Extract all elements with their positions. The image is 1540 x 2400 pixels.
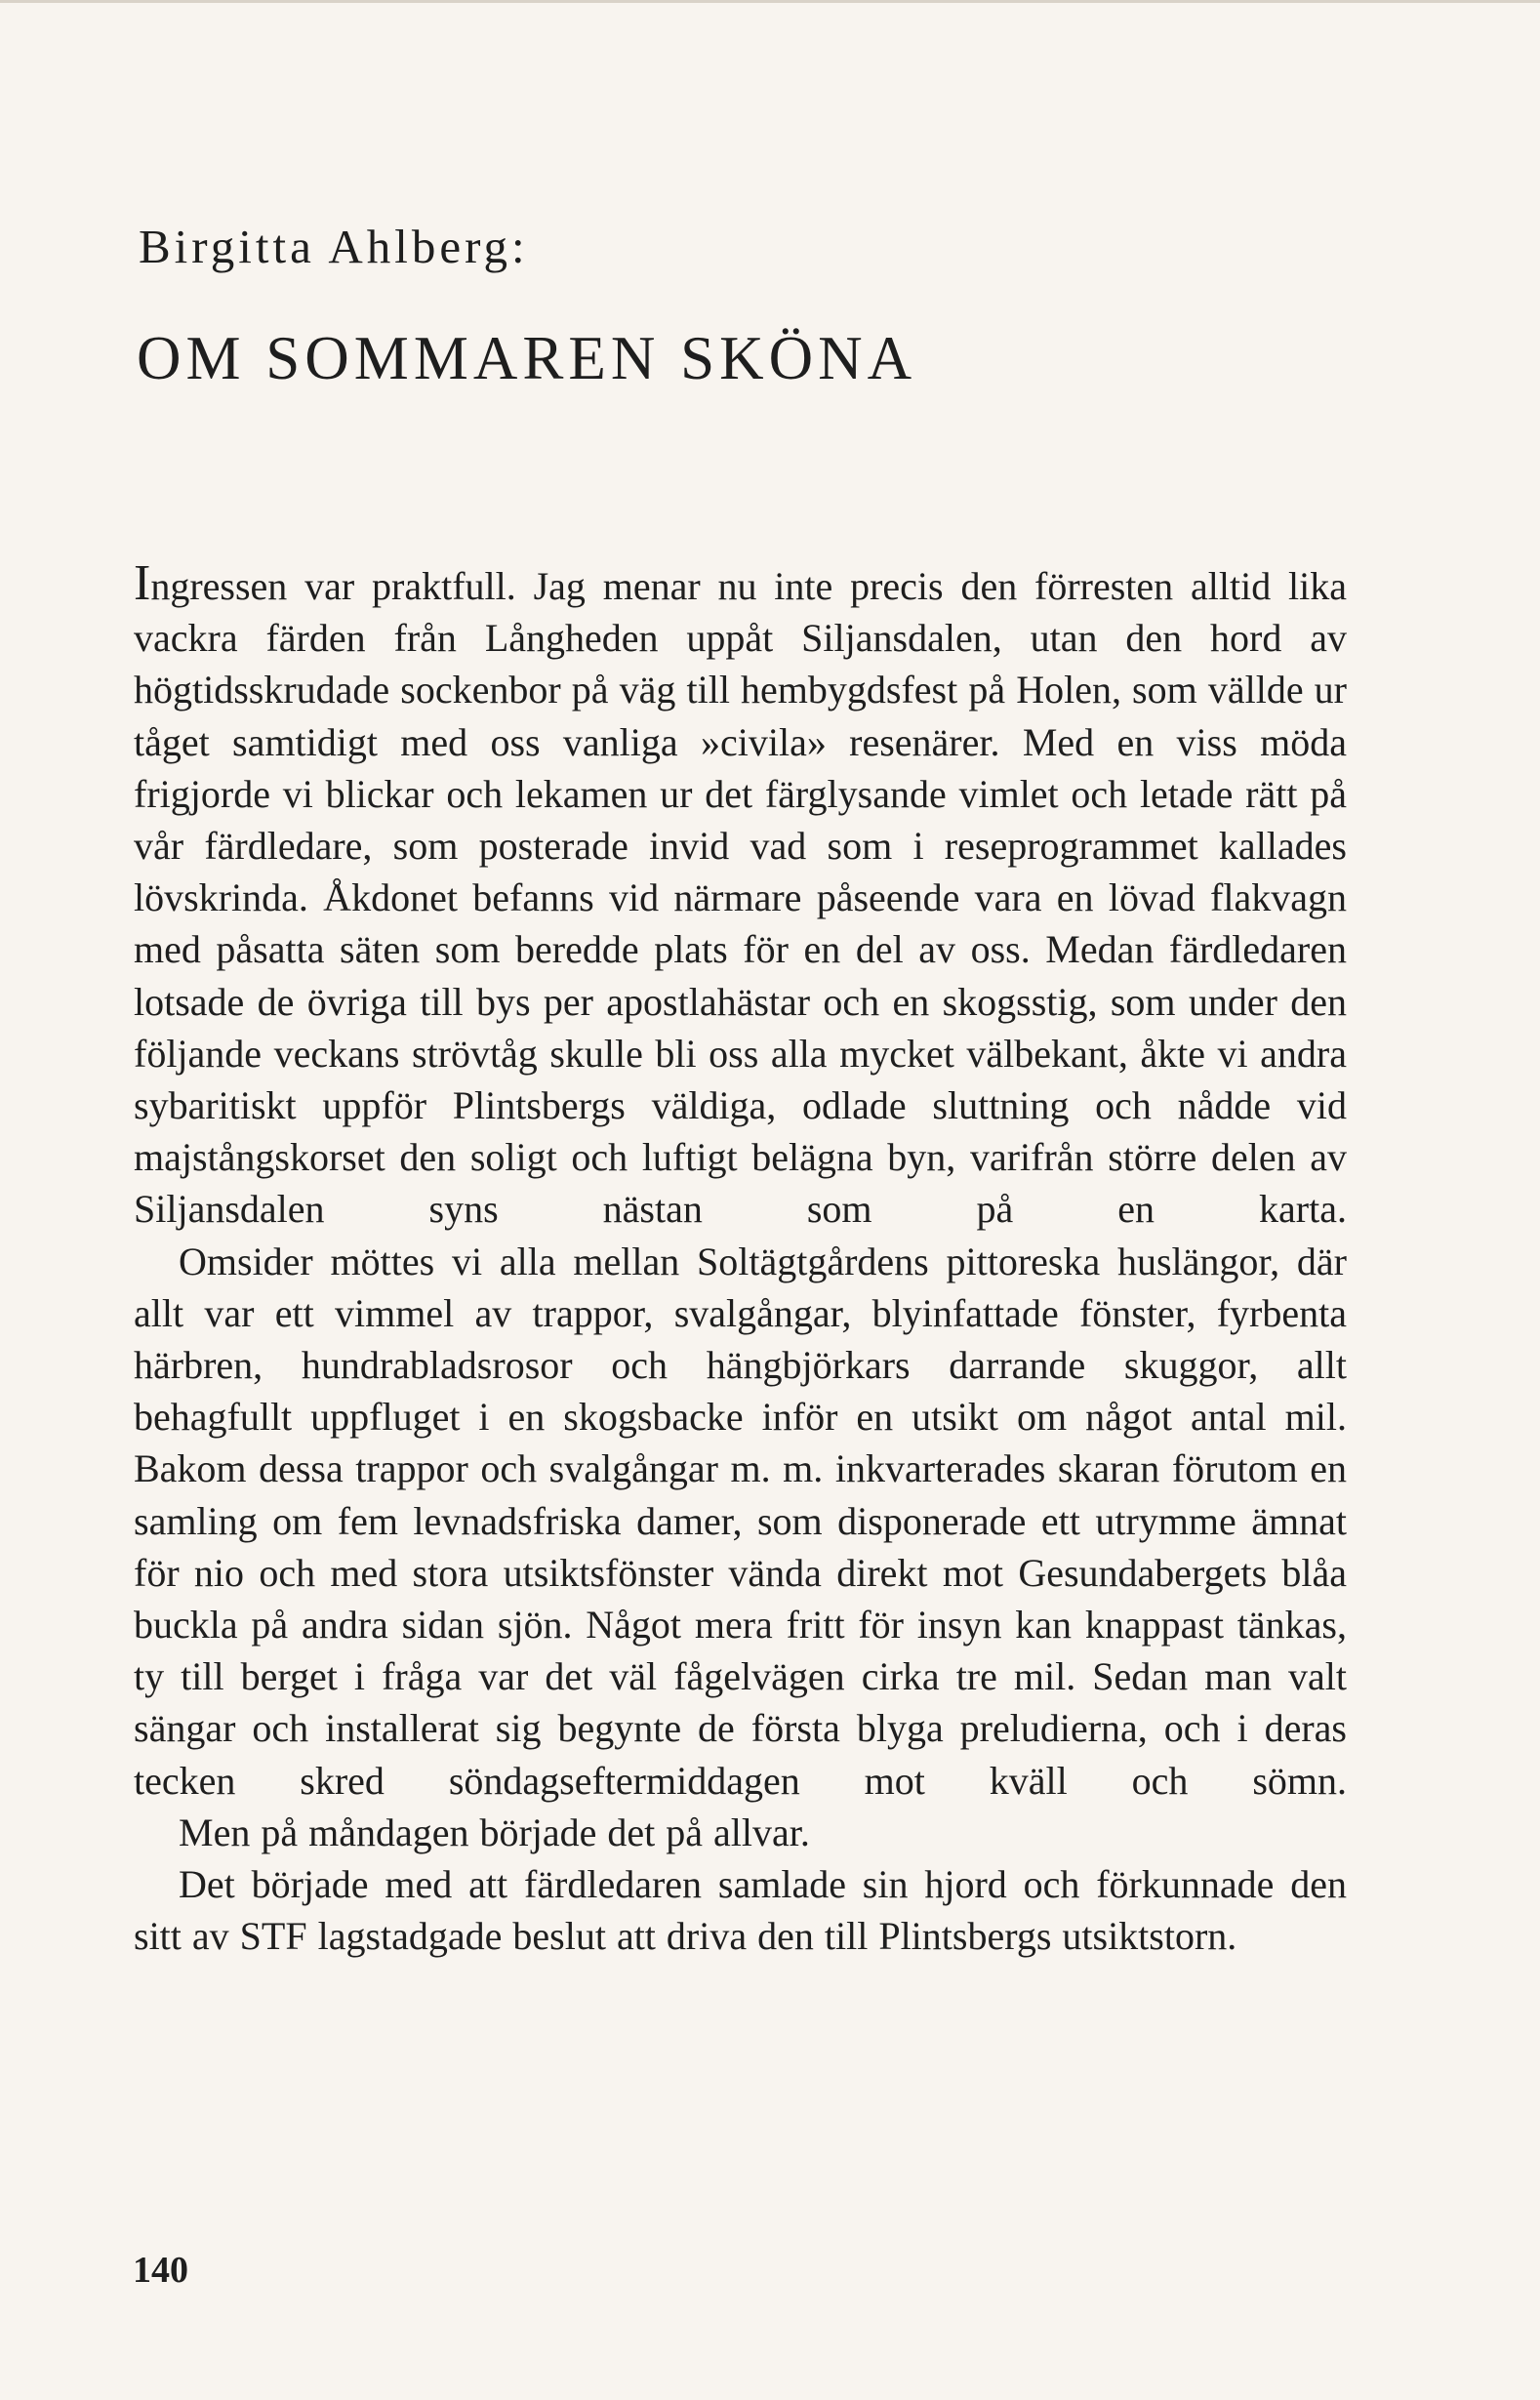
paragraph-1-text: ngressen var praktfull. Jag menar nu inte precis den förresten alltid lika vackra färden från Långheden uppåt Siljansdalen, utan den hord av högtidsskrudade sockenbor på väg till hembygdsfest på Holen, som vällde ur tåget samtidigt med oss vanliga »civila» resenärer. Med en viss möda frigjorde vi blickar och lekamen ur det färglysande vimlet och letade rätt på vår färdledare, som posterade invid vad som i reseprogrammet kallades lövskrinda. Åkdonet befanns vid närmare påseende vara en lövad flakvagn med påsatta säten som beredde plats för en del av oss. Medan färdledaren lotsade de övriga till bys per apostlahästar och en skogsstig, som under den följande veckans strövtåg skulle bli oss alla mycket välbekant, åkte vi andra sybaritiskt uppför Plintsbergs väldiga, odlade sluttning och nådde vid majstångskorset den soligt och luftigt belägna byn, varifrån större delen av Siljansdalen syns nästan som på en karta.: [134, 564, 1347, 1232]
top-edge-rule: [0, 0, 1540, 3]
paragraph-3: Men på måndagen började det på allvar.: [179, 1810, 810, 1854]
chapter-title: OM SOMMAREN SKÖNA: [137, 324, 917, 392]
drop-cap: I: [134, 555, 151, 611]
body-text: [134, 555, 1347, 1962]
paragraph-4: Det började med att färdledaren samlade sin hjord och förkunnade den sitt av STF lagstadgade beslut att driva den till Plintsbergs utsiktstorn.: [134, 1862, 1347, 1959]
author-heading: Birgitta Ahlberg:: [139, 220, 529, 273]
paragraph-1: [134, 555, 1347, 1236]
paragraph-2: Omsider möttes vi alla mellan Soltägtgårdens pittoreska huslängor, där allt var ett vimmel av trappor, svalgångar, blyinfattade fönster, fyrbenta härbren, hundrabladsrosor och hängbjörkars darrande skuggor, allt behagfullt uppfluget i en skogsbacke inför en utsikt om något antal mil. Bakom dessa trappor och svalgångar m. m. inkvarterades skaran förutom en samling om fem levnadsfriska damer, som disponerade ett utrymme ämnat för nio och med stora utsiktsfönster vända direkt mot Gesundabergets blåa buckla på andra sidan sjön. Något mera fritt för insyn kan knappast tänkas, ty till berget i fråga var det väl fågelvägen cirka tre mil. Sedan man valt sängar och installerat sig begynte de första blyga preludierna, och i deras tecken skred söndagseftermiddagen mot kväll och sömn.: [134, 1239, 1347, 1803]
page-number: 140: [133, 2250, 188, 2291]
